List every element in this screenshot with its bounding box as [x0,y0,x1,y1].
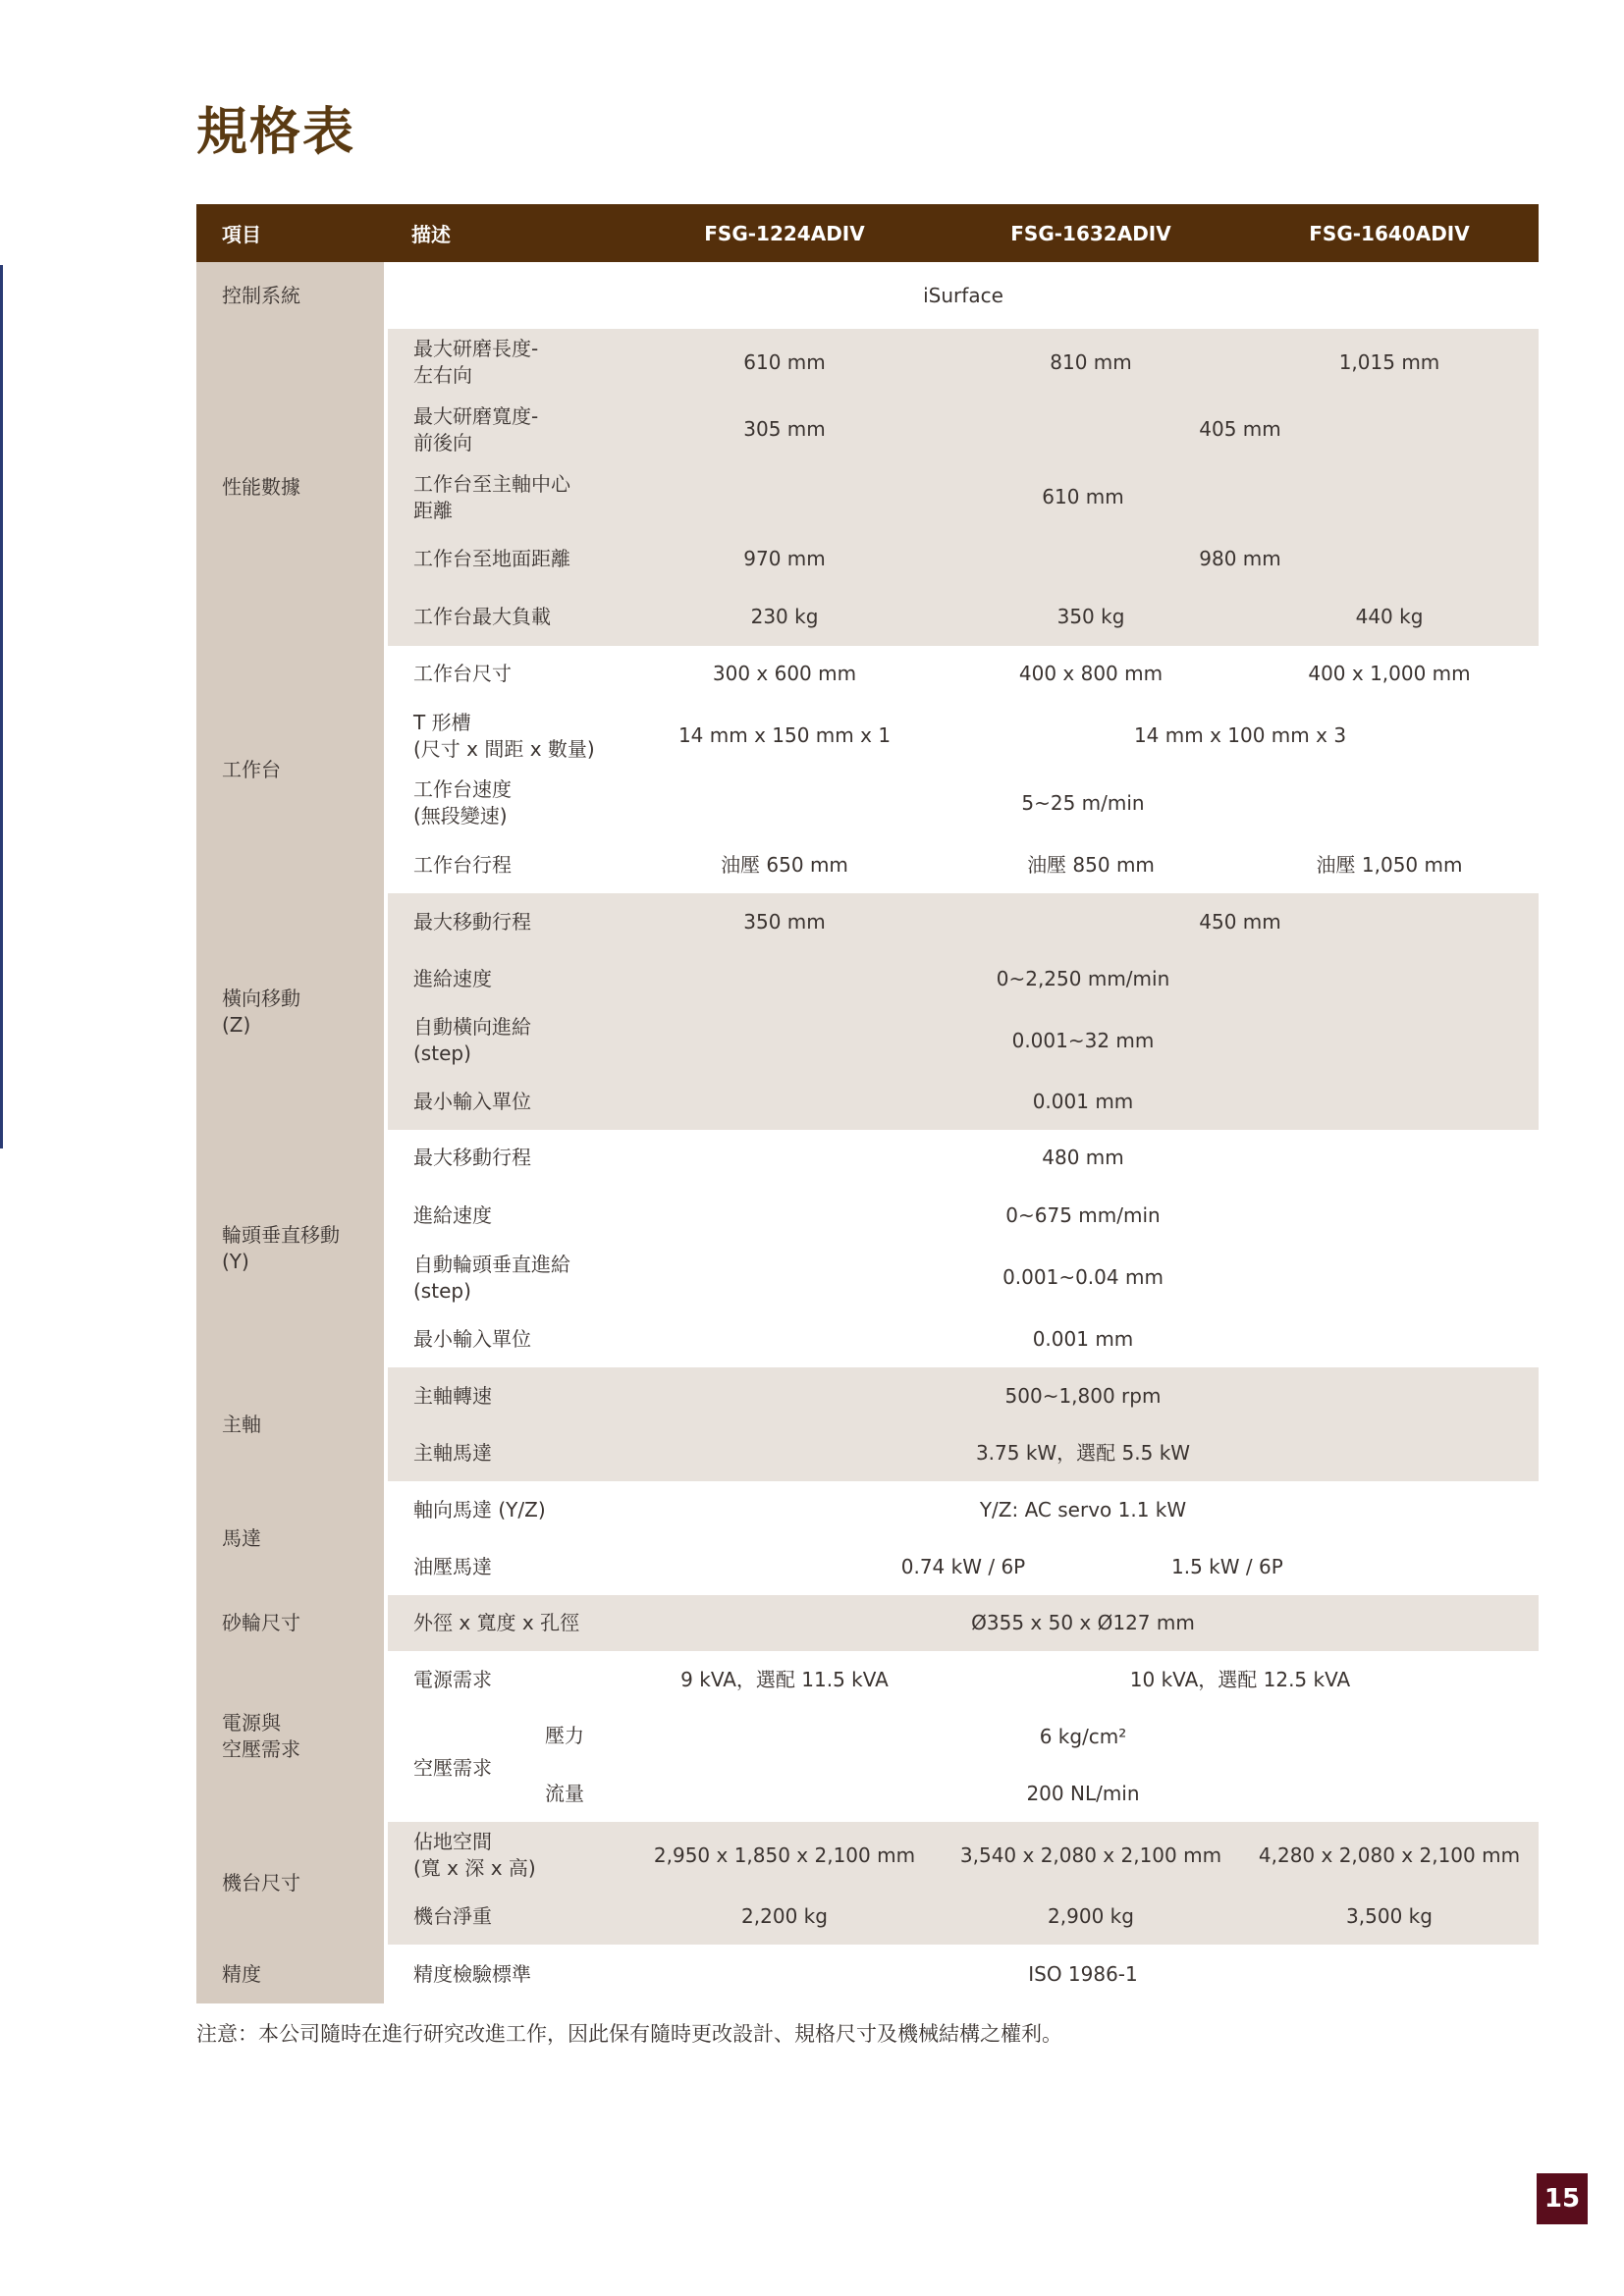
flow-label: 流量 [386,1765,627,1822]
row-item-worktable: 工作台 [196,646,386,893]
machine-weight-a: 2,200 kg [627,1889,942,1945]
table-header [196,204,1539,262]
perf-load-a: 230 kg [627,587,942,646]
table-row [196,329,1539,396]
spindle-motor-label: 主軸馬達 [386,1424,627,1481]
table-travel-a: 油壓 650 mm [627,836,942,893]
pressure-value: 6 kg/cm² [627,1708,1539,1765]
table-row [196,702,1539,770]
vertical-auto-label: 自動輪頭垂直進給 (step) [386,1245,627,1310]
accuracy-value: ISO 1986-1 [627,1945,1539,2003]
table-travel-b: 油壓 850 mm [942,836,1240,893]
table-tslot-bc: 14 mm x 100 mm x 3 [942,702,1539,770]
table-row [196,1245,1539,1310]
table-row [196,1130,1539,1186]
table-row [196,1186,1539,1245]
cross-feed-label: 進給速度 [386,950,627,1007]
perf-lr-b: 810 mm [942,329,1240,396]
spindle-motor-value: 3.75 kW，選配 5.5 kW [627,1424,1539,1481]
header-item: 項目 [196,204,386,262]
perf-floor-label: 工作台至地面距離 [386,531,627,587]
header-model-a: FSG-1224ADIV [627,204,942,262]
wheel-value: Ø355 x 50 x Ø127 mm [627,1595,1539,1651]
header-desc: 描述 [386,204,627,262]
perf-lr-label: 最大研磨長度- 左右向 [386,329,627,396]
motor-hyd-ab: 0.74 kW / 6P [627,1538,1240,1595]
motor-hyd-label: 油壓馬達 [386,1538,627,1595]
table-row [196,1424,1539,1481]
row-item-motor: 馬達 [196,1481,386,1595]
motor-axis-value: Y/Z: AC servo 1.1 kW [627,1481,1539,1538]
perf-floor-bc: 980 mm [942,531,1539,587]
vertical-min-value: 0.001 mm [627,1310,1539,1367]
vertical-min-label: 最小輸入單位 [386,1310,627,1367]
perf-load-label: 工作台最大負載 [386,587,627,646]
table-row [196,396,1539,463]
machine-floor-label: 佔地空間 (寬 x 深 x 高) [386,1822,627,1889]
table-row [196,531,1539,587]
row-item-power: 電源與 空壓需求 [196,1651,386,1822]
row-item-performance: 性能數據 [196,329,386,646]
row-item-vertical: 輪頭垂直移動 (Y) [196,1130,386,1367]
table-row [196,1822,1539,1889]
pressure-label: 壓力 [545,1724,584,1747]
row-item-accuracy: 精度 [196,1945,386,2003]
perf-fb-a: 305 mm [627,396,942,463]
table-tslot-label: T 形槽 (尺寸 x 間距 x 數量) [386,702,627,770]
cross-min-value: 0.001 mm [627,1074,1539,1130]
table-row [196,950,1539,1007]
vertical-max-value: 480 mm [627,1130,1539,1186]
table-row [196,1651,1539,1708]
row-item-wheel: 砂輪尺寸 [196,1595,386,1651]
table-row [196,1889,1539,1945]
table-row [196,1367,1539,1424]
perf-fb-bc: 405 mm [942,396,1539,463]
perf-floor-a: 970 mm [627,531,942,587]
machine-weight-label: 機台淨重 [386,1889,627,1945]
cross-feed-value: 0~2,250 mm/min [627,950,1539,1007]
table-row [196,1765,1539,1822]
perf-load-c: 440 kg [1240,587,1539,646]
table-row [196,587,1539,646]
row-item-machine: 機台尺寸 [196,1822,386,1945]
table-row [196,770,1539,836]
vertical-auto-value: 0.001~0.04 mm [627,1245,1539,1310]
table-size-label: 工作台尺寸 [386,646,627,702]
table-tslot-a: 14 mm x 150 mm x 1 [627,702,942,770]
perf-center-value: 610 mm [627,463,1539,531]
cross-max-label: 最大移動行程 [386,893,627,950]
power-label: 電源需求 [386,1651,627,1708]
table-row [196,463,1539,531]
table-travel-c: 油壓 1,050 mm [1240,836,1539,893]
cross-max-bc: 450 mm [942,893,1539,950]
table-speed-label: 工作台速度 (無段變速) [386,770,627,836]
perf-load-b: 350 kg [942,587,1240,646]
table-row [196,646,1539,702]
spindle-speed-label: 主軸轉速 [386,1367,627,1424]
spec-table [196,204,1539,2003]
table-size-b: 400 x 800 mm [942,646,1240,702]
vertical-feed-value: 0~675 mm/min [627,1186,1539,1245]
cross-max-a: 350 mm [627,893,942,950]
header-model-b: FSG-1632ADIV [942,204,1240,262]
motor-hyd-bc: 1.5 kW / 6P [1240,1538,1539,1595]
row-item-control: 控制系統 [196,262,386,329]
row-item-cross: 橫向移動 (Z) [196,893,386,1130]
table-row [196,893,1539,950]
machine-weight-c: 3,500 kg [1240,1889,1539,1945]
table-size-c: 400 x 1,000 mm [1240,646,1539,702]
table-row [196,262,1539,329]
cross-auto-label: 自動橫向進給 (step) [386,1007,627,1074]
spindle-speed-value: 500~1,800 rpm [627,1367,1539,1424]
accuracy-label: 精度檢驗標準 [386,1945,627,2003]
table-size-a: 300 x 600 mm [627,646,942,702]
vertical-max-label: 最大移動行程 [386,1130,627,1186]
power-a: 9 kVA，選配 11.5 kVA [627,1651,942,1708]
table-speed-value: 5~25 m/min [627,770,1539,836]
table-row [196,1708,1539,1765]
perf-center-label: 工作台至主軸中心 距離 [386,463,627,531]
flow-value: 200 NL/min [627,1765,1539,1822]
table-row [196,1481,1539,1538]
air-label: 空壓需求 [413,1756,492,1780]
table-row [196,1945,1539,2003]
perf-lr-c: 1,015 mm [1240,329,1539,396]
table-row [196,836,1539,893]
motor-axis-label: 軸向馬達 (Y/Z) [386,1481,627,1538]
table-row [196,1007,1539,1074]
cross-auto-value: 0.001~32 mm [627,1007,1539,1074]
machine-floor-a: 2,950 x 1,850 x 2,100 mm [627,1822,942,1889]
table-row [196,1074,1539,1130]
machine-floor-b: 3,540 x 2,080 x 2,100 mm [942,1822,1240,1889]
machine-weight-b: 2,900 kg [942,1889,1240,1945]
row-item-spindle: 主軸 [196,1367,386,1481]
page-title: 規格表 [196,103,356,162]
table-travel-label: 工作台行程 [386,836,627,893]
table-row [196,1595,1539,1651]
cross-min-label: 最小輸入單位 [386,1074,627,1130]
header-model-c: FSG-1640ADIV [1240,204,1539,262]
power-bc: 10 kVA，選配 12.5 kVA [942,1651,1539,1708]
perf-lr-a: 610 mm [627,329,942,396]
table-row [196,1538,1539,1595]
control-value: iSurface [386,262,1539,329]
vertical-feed-label: 進給速度 [386,1186,627,1245]
footnote: 注意：本公司隨時在進行研究改進工作，因此保有隨時更改設計、規格尺寸及機械結構之權利。 [196,2022,1062,2046]
air-label-cell [386,1708,627,1780]
wheel-label: 外徑 x 寬度 x 孔徑 [386,1595,627,1651]
machine-floor-c: 4,280 x 2,080 x 2,100 mm [1240,1822,1539,1889]
perf-fb-label: 最大研磨寬度- 前後向 [386,396,627,463]
table-row [196,1310,1539,1367]
page-number: 15 [1537,2173,1588,2224]
page-edge-line [0,265,3,1148]
